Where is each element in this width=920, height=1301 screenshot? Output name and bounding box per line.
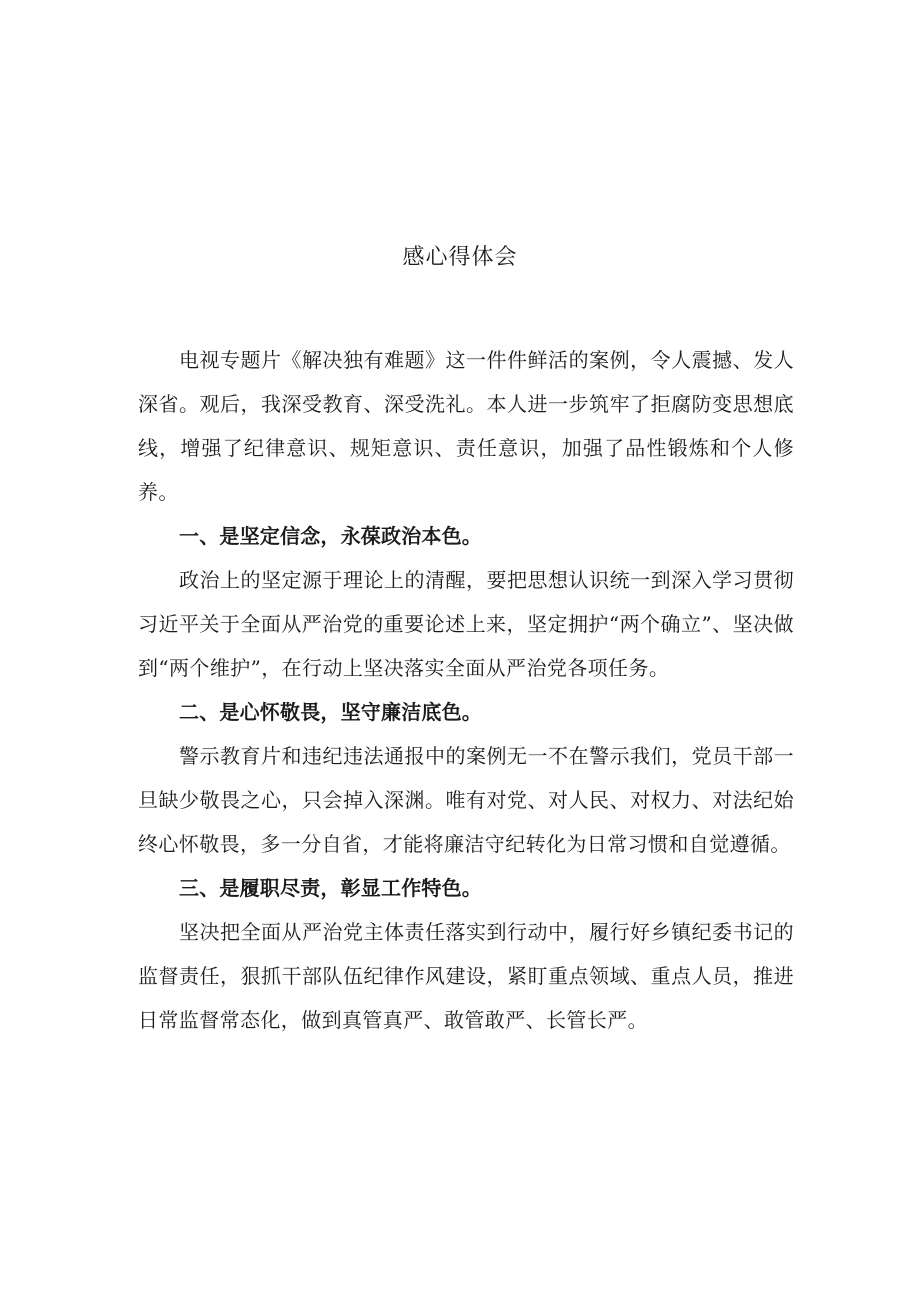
- section-3-body: 坚决把全面从严治党主体责任落实到行动中，履行好乡镇纪委书记的监督责任，狠抓干部队伍纪律作风建设，紧盯重点领域、重点人员，推进日常监督常态化，做到真管真严、敢管敢严、长管长严。: [138, 920, 794, 1032]
- section-2-body: 警示教育片和违纪违法通报中的案例无一不在警示我们，党员干部一旦缺少敬畏之心，只会掉入深渊。唯有对党、对人民、对权力、对法纪始终心怀敬畏，多一分自省，才能将廉洁守纪转化为日常习惯和自觉遵循。: [138, 744, 794, 856]
- section-1-heading: 一、是坚定信念，永葆政治本色。: [179, 524, 482, 548]
- section-2-heading: 二、是心怀敬畏，坚守廉洁底色。: [179, 700, 482, 724]
- document-title: 感心得体会: [402, 245, 518, 270]
- section-3-heading: 三、是履职尽责，彰显工作特色。: [179, 876, 482, 900]
- intro-paragraph: 电视专题片《解决独有难题》这一件件鲜活的案例，令人震撼、发人深省。观后，我深受教育、深受洗礼。本人进一步筑牢了拒腐防变思想底线，增强了纪律意识、规矩意识、责任意识，加强了品性锻炼和个人修养。: [138, 348, 794, 504]
- section-1-body: 政治上的坚定源于理论上的清醒，要把思想认识统一到深入学习贯彻习近平关于全面从严治党的重要论述上来，坚定拥护“两个确立”、坚决做到“两个维护”，在行动上坚决落实全面从严治党各项任务。: [138, 568, 794, 680]
- document-body: [138, 338, 794, 1042]
